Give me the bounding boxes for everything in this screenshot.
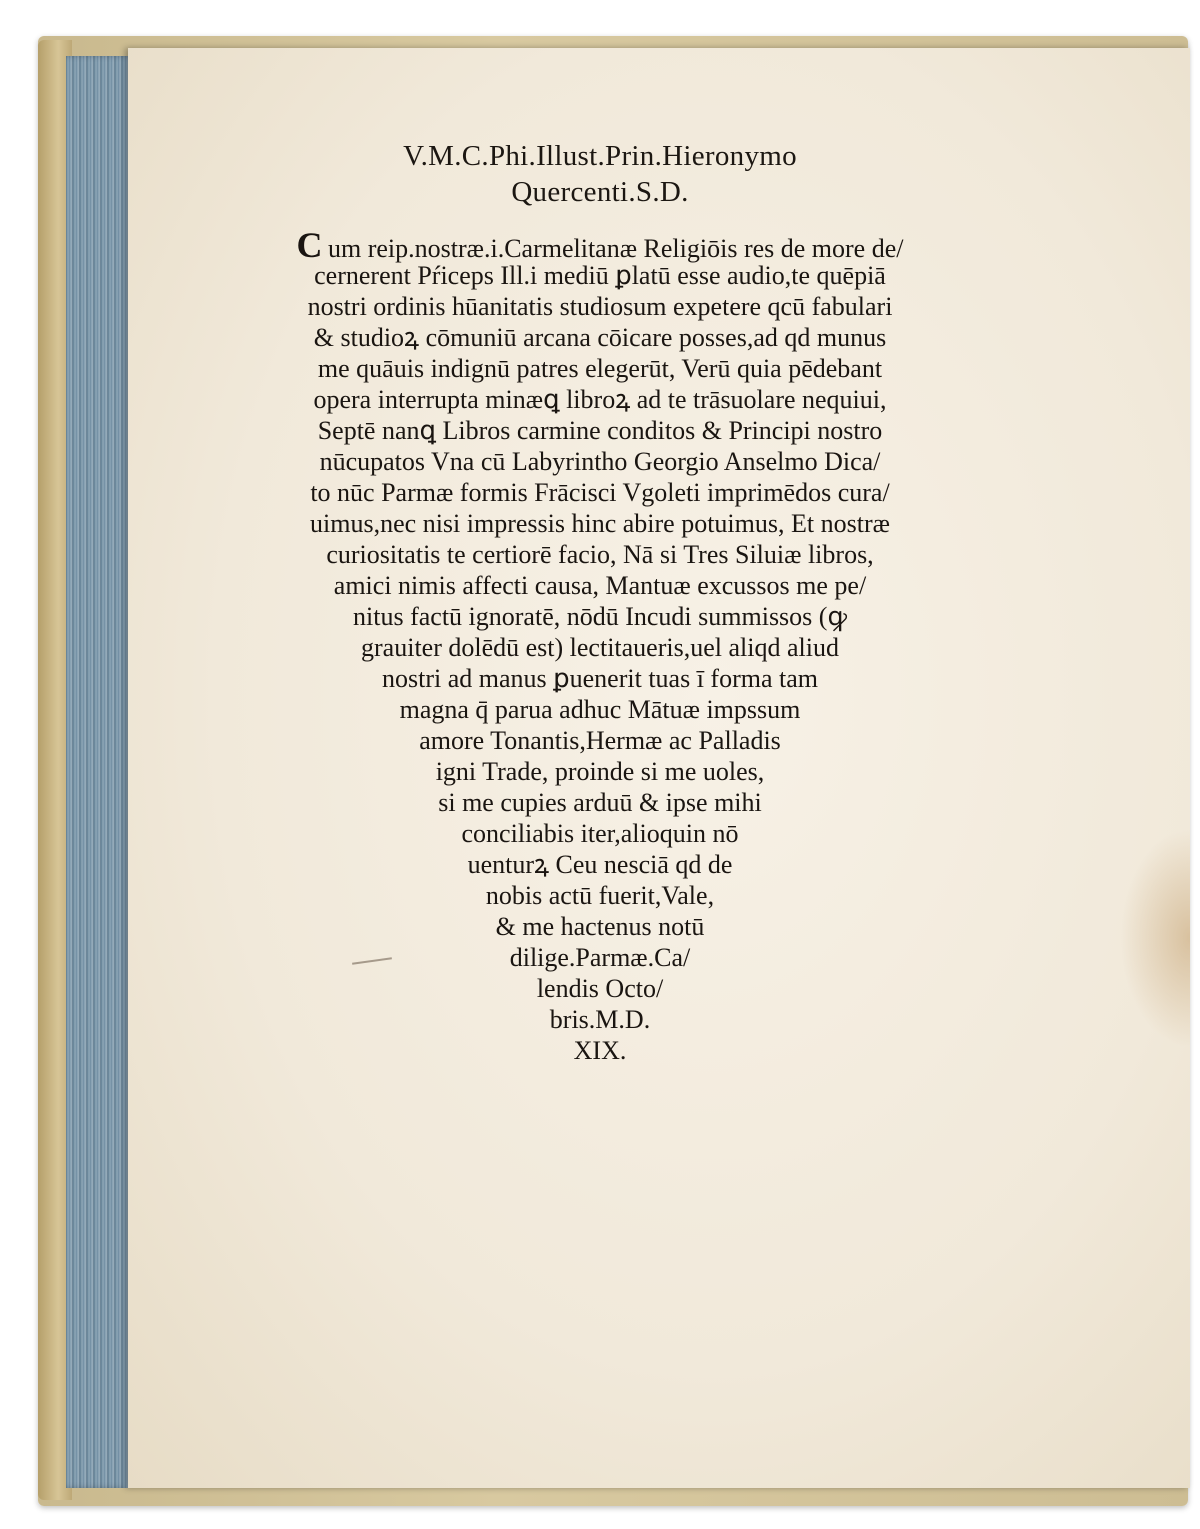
text-line-8: nūcupatos Vna cū Labyrintho Georgio Anselmo Dica/: [319, 447, 881, 476]
text-line-20: conciliabis iter,alioquin nō: [461, 819, 739, 848]
text-line-1: C um reip.nostræ.i.Carmelitanæ Religiōis res de more de/: [296, 225, 904, 265]
text-line-23: & me hactenus notū: [495, 912, 705, 941]
heading-line-1: V.M.C.Phi.Illust.Prin.Hieronymo: [403, 140, 797, 172]
text-line-9: to nūc Parmæ formis Frācisci Vgoleti imprimēdos cura/: [310, 478, 890, 507]
text-line-3: nostri ordinis hūanitatis studiosum expetere qcū fabulari: [307, 292, 893, 321]
text-line-2: cernerent Pŕiceps Ill.i mediū ꝑlatū esse audio,te quēpiā: [314, 261, 886, 290]
text-line-6: opera interrupta minæꝗ libroꝝ ad te trāsuolare nequiui,: [313, 385, 887, 414]
text-line-14: grauiter dolēdū est) lectitaueris,uel aliqd aliud: [361, 633, 839, 662]
text-line-18: igni Trade, proinde si me uoles,: [435, 757, 765, 786]
text-line-11: curiositatis te certiorē facio, Nā si Tres Siluiæ libros,: [326, 540, 874, 569]
text-line-16: magna q̄ parua adhuc Mātuæ impssum: [399, 695, 801, 724]
text-line-17: amore Tonantis,Hermæ ac Palladis: [419, 726, 781, 755]
text-line-13: nitus factū ignoratē, nōdū Incudi summissos (ꝙ: [353, 602, 847, 631]
text-line-12: amici nimis affecti causa, Mantuæ excussos me pe/: [333, 571, 867, 600]
text-line-19: si me cupies arduū & ipse mihi: [438, 788, 762, 817]
text-line-24: dilige.Parmæ.Ca/: [509, 943, 691, 972]
text-line-7: Septē nanꝗ Libros carmine conditos & Principi nostro: [317, 416, 883, 445]
text-line-25: lendis Octo/: [536, 974, 664, 1003]
text-line-10: uimus,nec nisi impressis hinc abire potuimus, Et nostræ: [310, 509, 890, 538]
text-line-27: XIX.: [573, 1036, 627, 1065]
text-line-4: & studioꝝ cōmuniū arcana cōicare posses,ad qd munus: [313, 323, 887, 352]
text-line-15: nostri ad manus ꝑuenerit tuas ī forma tam: [381, 664, 818, 693]
text-line-22: nobis actū fuerit,Vale,: [485, 881, 715, 910]
text-line-5: me quāuis indignū patres elegerūt, Verū quia pēdebant: [317, 354, 883, 383]
initial-letter: C: [296, 225, 322, 265]
heading-line-2: Quercenti.S.D.: [511, 176, 689, 208]
text-line-21: uenturꝝ Ceu nesciā qd de: [467, 850, 733, 879]
text-line-26: bris.M.D.: [549, 1005, 651, 1034]
